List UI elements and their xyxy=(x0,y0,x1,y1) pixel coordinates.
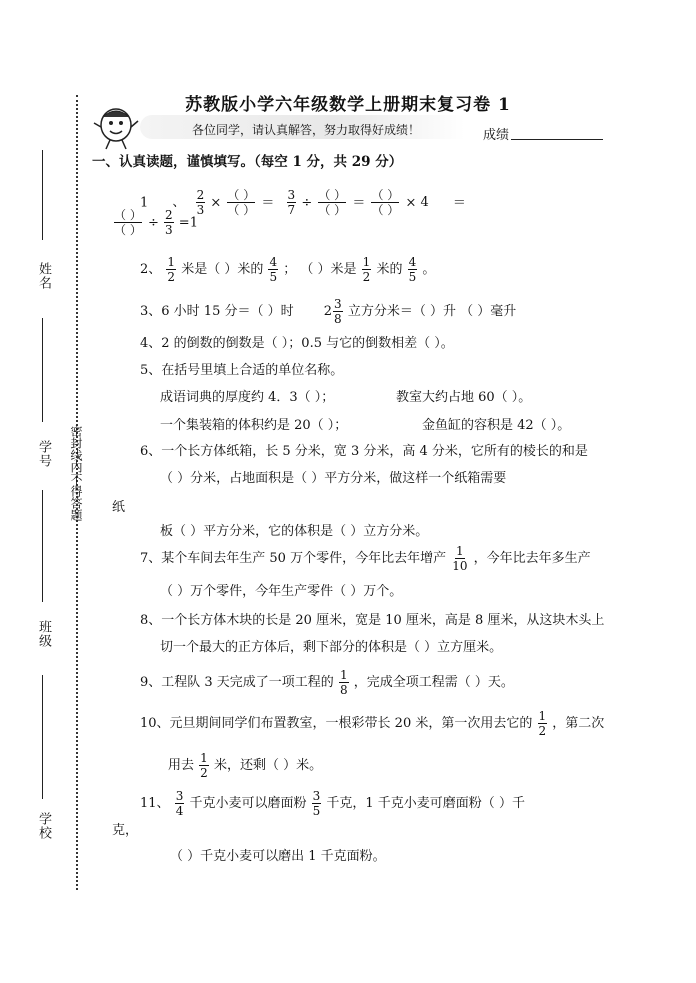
q2-num: 2、 xyxy=(140,262,162,277)
q1-sep: 、 xyxy=(172,195,186,211)
q3-mixed-number: 2 $\frac{3}{8}$ xyxy=(323,297,342,326)
class-blank-line xyxy=(42,490,43,602)
q2-text-3: 米的 xyxy=(376,262,403,277)
score-label: 成绩 xyxy=(483,128,510,143)
section-heading: 一、认真读题，谨慎填写。（每空 1 分，共 29 分） xyxy=(92,154,403,170)
q1-blank-frac-2[interactable]: （ ） （ ） xyxy=(318,188,347,218)
q7-text-1: 7、某个车间去年生产 50 万个零件，今年比去年增产 xyxy=(140,551,447,566)
q9-text-2: ，完成全项工程需（ ）天。 xyxy=(353,675,514,690)
q11-frac-1: $\frac{3}{4}$ xyxy=(175,789,184,818)
school-label: 学校 xyxy=(36,812,51,840)
q4-text: 4、2 的倒数的倒数是（ ）；0.5 与它的倒数相差（ ）。 xyxy=(140,336,454,351)
q2-frac-4: $\frac{4}{5}$ xyxy=(408,255,417,284)
q6-line-4: 板（ ）平方分米，它的体积是（ ）立方分米。 xyxy=(160,524,429,539)
q1-eq-2: ＝ xyxy=(352,195,366,211)
q2-text-1: 米是（ ）米的 xyxy=(181,262,264,277)
q10-text-1: 10、元旦期间同学们布置教室，一根彩带长 20 米，第一次用去它的 xyxy=(140,716,533,731)
q10-text-3: 用去 xyxy=(168,758,195,773)
q3-text-2: 立方分米＝（ ）升 （ ）毫升 xyxy=(347,304,517,319)
class-label: 班级 xyxy=(36,620,51,648)
q7-text-2: ，今年比去年多生产 xyxy=(473,551,591,566)
q1-blank-frac-3[interactable]: （ ） （ ） xyxy=(371,188,400,218)
q1-num: 1 xyxy=(140,195,149,211)
q10-frac-1: $\frac{1}{2}$ xyxy=(538,709,547,738)
q5-item-b: 教室大约占地 60（ ）。 xyxy=(396,390,532,405)
name-label: 姓名 xyxy=(36,262,51,290)
q5-text: 5、在括号里填上合适的单位名称。 xyxy=(140,363,344,378)
q2-text-2: ； （ ）米是 xyxy=(283,262,357,277)
q1-blank-frac-1[interactable]: （ ） （ ） xyxy=(227,188,256,218)
school-blank-line xyxy=(42,675,43,799)
question-1 xyxy=(140,180,630,240)
q11-text-1: 千克小麦可以磨面粉 xyxy=(189,796,307,811)
q1-frac-2-3: $\frac{2}{3}$ xyxy=(196,188,205,218)
q1-eq-1: ＝ xyxy=(261,195,275,211)
q1-frac-2-3-b: $\frac{2}{3}$ xyxy=(165,208,173,238)
q2-frac-2: $\frac{4}{5}$ xyxy=(269,255,278,284)
q5-item-c: 一个集装箱的体积约是 20（ ）； xyxy=(160,418,348,433)
q2-frac-3: $\frac{1}{2}$ xyxy=(362,255,371,284)
greeting-text: 各位同学，请认真解答，努力取得好成绩！ xyxy=(192,123,421,137)
q10-text-4: 米，还剩（ ）米。 xyxy=(213,758,323,773)
q10-text-2: ，第二次 xyxy=(552,716,605,731)
q9-frac: $\frac{1}{8}$ xyxy=(339,668,348,697)
score-blank[interactable] xyxy=(511,139,603,140)
q2-frac-1: $\frac{1}{2}$ xyxy=(167,255,176,284)
q11-text-2: 千克，1 千克小麦可磨面粉（ ）千 xyxy=(326,796,525,811)
q7-frac: $\frac{1}{10}$ xyxy=(452,544,468,573)
q11-line-3: （ ）千克小麦可以磨出 1 千克面粉。 xyxy=(170,849,386,864)
q1-four: 4 xyxy=(420,195,429,211)
q5-item-a: 成语词典的厚度约 4．3（ ）； xyxy=(160,390,335,405)
q11-num: 11、 xyxy=(140,796,170,811)
q1-times: × xyxy=(210,195,222,211)
q8-line-2: 切一个最大的正方体后，剩下部分的体积是（ ）立方厘米。 xyxy=(160,640,503,655)
q1-blank-frac-4[interactable]: （ ） （ ） xyxy=(114,208,142,238)
q11-line-2: 克， xyxy=(112,823,139,838)
q3-text-1: 3、6 小时 15 分＝（ ）时 xyxy=(140,304,294,319)
q1-eq-3: ＝ xyxy=(452,195,466,211)
q9-text-1: 9、工程队 3 天完成了一项工程的 xyxy=(140,675,334,690)
q3-whole: 2 xyxy=(323,304,333,319)
q6-line-3: 纸 xyxy=(112,500,126,515)
cartoon-mascot-icon xyxy=(92,103,142,151)
q11-frac-2: $\frac{3}{5}$ xyxy=(312,789,321,818)
q10-frac-2: $\frac{1}{2}$ xyxy=(200,751,208,780)
q1-tail-div: ÷ xyxy=(147,215,159,231)
seal-notice: 密封线内不得答题 xyxy=(69,425,83,521)
id-label: 学号 xyxy=(36,440,51,468)
q1-div: ÷ xyxy=(301,195,313,211)
q6-line-1: 6、一个长方体纸箱，长 5 分米，宽 3 分米，高 4 分米，它所有的棱长的和是 xyxy=(140,444,588,459)
q2-text-4: 。 xyxy=(422,262,436,277)
name-blank-line xyxy=(42,150,43,240)
q1-times-2: × xyxy=(405,195,417,211)
id-blank-line xyxy=(42,318,43,422)
q5-item-d: 金鱼缸的容积是 42（ ）。 xyxy=(422,418,571,433)
page-title: 苏教版小学六年级数学上册期末复习卷 1 xyxy=(185,95,511,115)
q1-tail-eq: =1 xyxy=(178,215,198,231)
q8-line-1: 8、一个长方体木块的长是 20 厘米，宽是 10 厘米，高是 8 厘米，从这块木头上 xyxy=(140,613,605,628)
q1-frac-3-7: $\frac{3}{7}$ xyxy=(287,188,296,218)
q6-line-2: （ ）分米，占地面积是（ ）平方分米，做这样一个纸箱需要 xyxy=(160,471,507,486)
q7-line-2: （ ）万个零件，今年生产零件（ ）万个。 xyxy=(160,584,403,599)
